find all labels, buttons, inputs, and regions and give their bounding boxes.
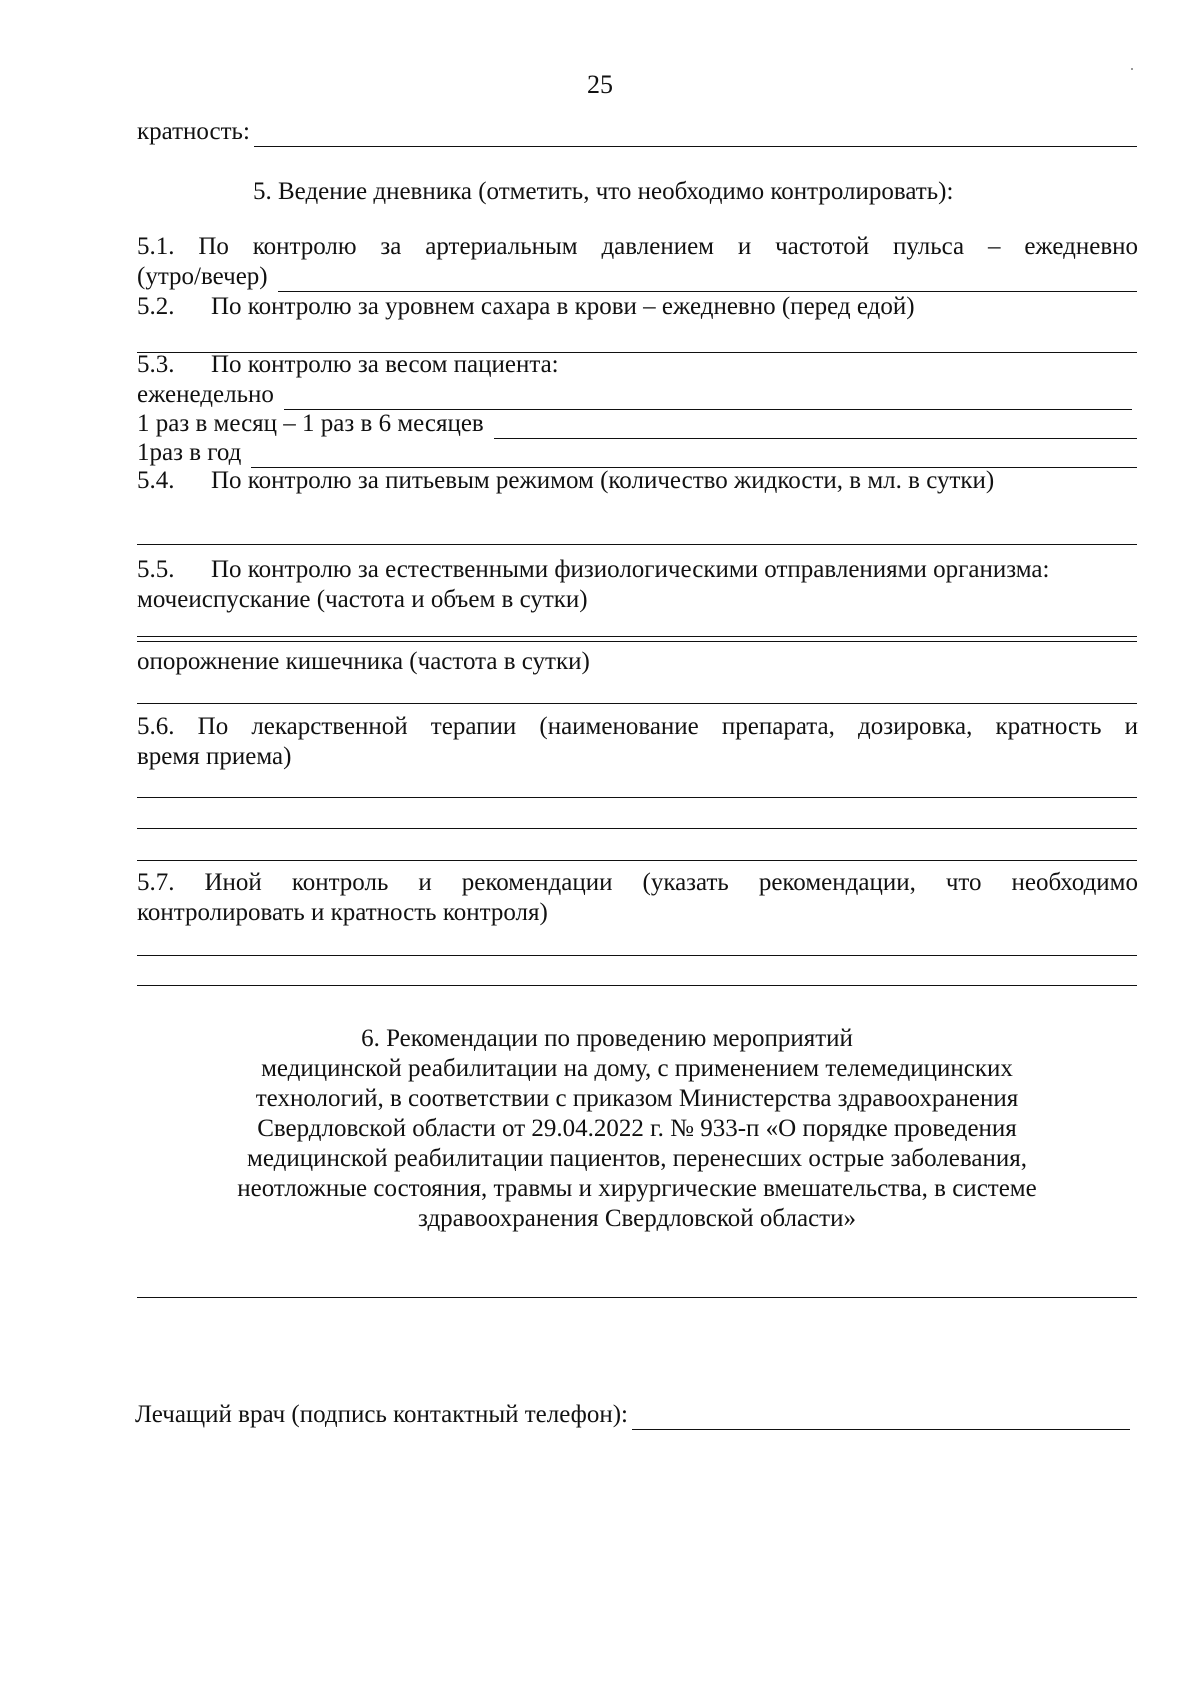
- item-5-4: [137, 466, 1137, 496]
- bowel-line[interactable]: [137, 703, 1137, 704]
- item-5-4-text: По контролю за питьевым режимом (количество жидкости, в мл. в сутки): [211, 467, 995, 494]
- weight-monthly-field[interactable]: [137, 409, 1137, 439]
- section-6-line[interactable]: [137, 1297, 1137, 1298]
- section-6-heading: [137, 1024, 1137, 1234]
- section-6-line-2: медицинской реабилитации на дому, с применением телемедицинских: [261, 1055, 1013, 1082]
- weight-yearly-field[interactable]: [137, 438, 1137, 468]
- weight-monthly-label: 1 раз в месяц – 1 раз в 6 месяцев: [137, 410, 484, 437]
- therapy-line-2[interactable]: [137, 828, 1137, 829]
- signature-label: Лечащий врач (подпись контактный телефон):: [135, 1401, 628, 1428]
- item-5-1-field[interactable]: [137, 262, 1137, 292]
- item-5-1-text: 5.1. По контролю за артериальным давлением и частотой пульса – ежедневно: [137, 233, 1138, 260]
- bowel-label: опорожнение кишечника (частота в сутки): [137, 648, 590, 675]
- other-control-line-2[interactable]: [137, 985, 1137, 986]
- section-6-line-7: здравоохранения Свердловской области»: [418, 1205, 856, 1232]
- item-5-3-number: 5.3.: [137, 351, 175, 378]
- section-6-line-5: медицинской реабилитации пациентов, перенесших острые заболевания,: [247, 1145, 1027, 1172]
- item-5-7-text: 5.7. Иной контроль и рекомендации (указать рекомендации, что необходимо: [137, 869, 1138, 896]
- item-5-4-number: 5.4.: [137, 467, 175, 494]
- weight-yearly-line[interactable]: [251, 443, 1137, 468]
- other-control-line-1[interactable]: [137, 955, 1137, 956]
- urination-label: мочеиспускание (частота и объем в сутки): [137, 586, 588, 613]
- item-5-2: [137, 292, 1137, 322]
- item-5-5: [137, 555, 1137, 585]
- frequency-field[interactable]: [137, 117, 1137, 147]
- item-5-3-text: По контролю за весом пациента:: [211, 351, 559, 378]
- weight-yearly-label: 1раз в год: [137, 439, 242, 466]
- section-6-line-4: Свердловской области от 29.04.2022 г. № 933-п «О порядке проведения: [257, 1115, 1017, 1142]
- therapy-line-3[interactable]: [137, 860, 1137, 861]
- section-6-line-3: технологий, в соответствии с приказом Министерства здравоохранения: [255, 1085, 1019, 1112]
- scan-speck: [1131, 68, 1133, 70]
- item-5-5-text: По контролю за естественными физиологическими отправлениями организма:: [211, 556, 1050, 583]
- section-5-title: 5. Ведение дневника (отметить, что необходимо контролировать):: [253, 178, 954, 205]
- item-5-1-label: (утро/вечер): [137, 263, 268, 290]
- item-5-4-line[interactable]: [137, 544, 1137, 545]
- item-5-6-text: 5.6. По лекарственной терапии (наименование препарата, дозировка, кратность и: [137, 713, 1138, 740]
- section-6-line-1: 6. Рекомендации по проведению мероприятий: [361, 1025, 853, 1052]
- weight-weekly-line[interactable]: [284, 385, 1132, 410]
- section-6-line-6: неотложные состояния, травмы и хирургические вмешательства, в системе: [237, 1175, 1037, 1202]
- frequency-label: кратность:: [137, 118, 250, 145]
- urination-line-2[interactable]: [137, 641, 1137, 642]
- signature-line[interactable]: [632, 1405, 1130, 1430]
- weight-weekly-field[interactable]: [137, 380, 1132, 410]
- item-5-1-line[interactable]: [278, 267, 1137, 292]
- item-5-2-number: 5.2.: [137, 293, 175, 320]
- page-number: 25: [587, 70, 613, 99]
- item-5-5-number: 5.5.: [137, 556, 175, 583]
- urination-line-1[interactable]: [137, 636, 1137, 637]
- item-5-2-text: По контролю за уровнем сахара в крови – ежедневно (перед едой): [211, 293, 915, 320]
- signature-field[interactable]: [135, 1400, 1130, 1430]
- frequency-line[interactable]: [254, 122, 1137, 147]
- item-5-6-text-2: время приема): [137, 743, 292, 770]
- item-5-3: [137, 350, 1137, 380]
- item-5-7-text-2: контролировать и кратность контроля): [137, 899, 548, 926]
- weight-weekly-label: еженедельно: [137, 381, 274, 408]
- weight-monthly-line[interactable]: [494, 414, 1137, 439]
- therapy-line-1[interactable]: [137, 797, 1137, 798]
